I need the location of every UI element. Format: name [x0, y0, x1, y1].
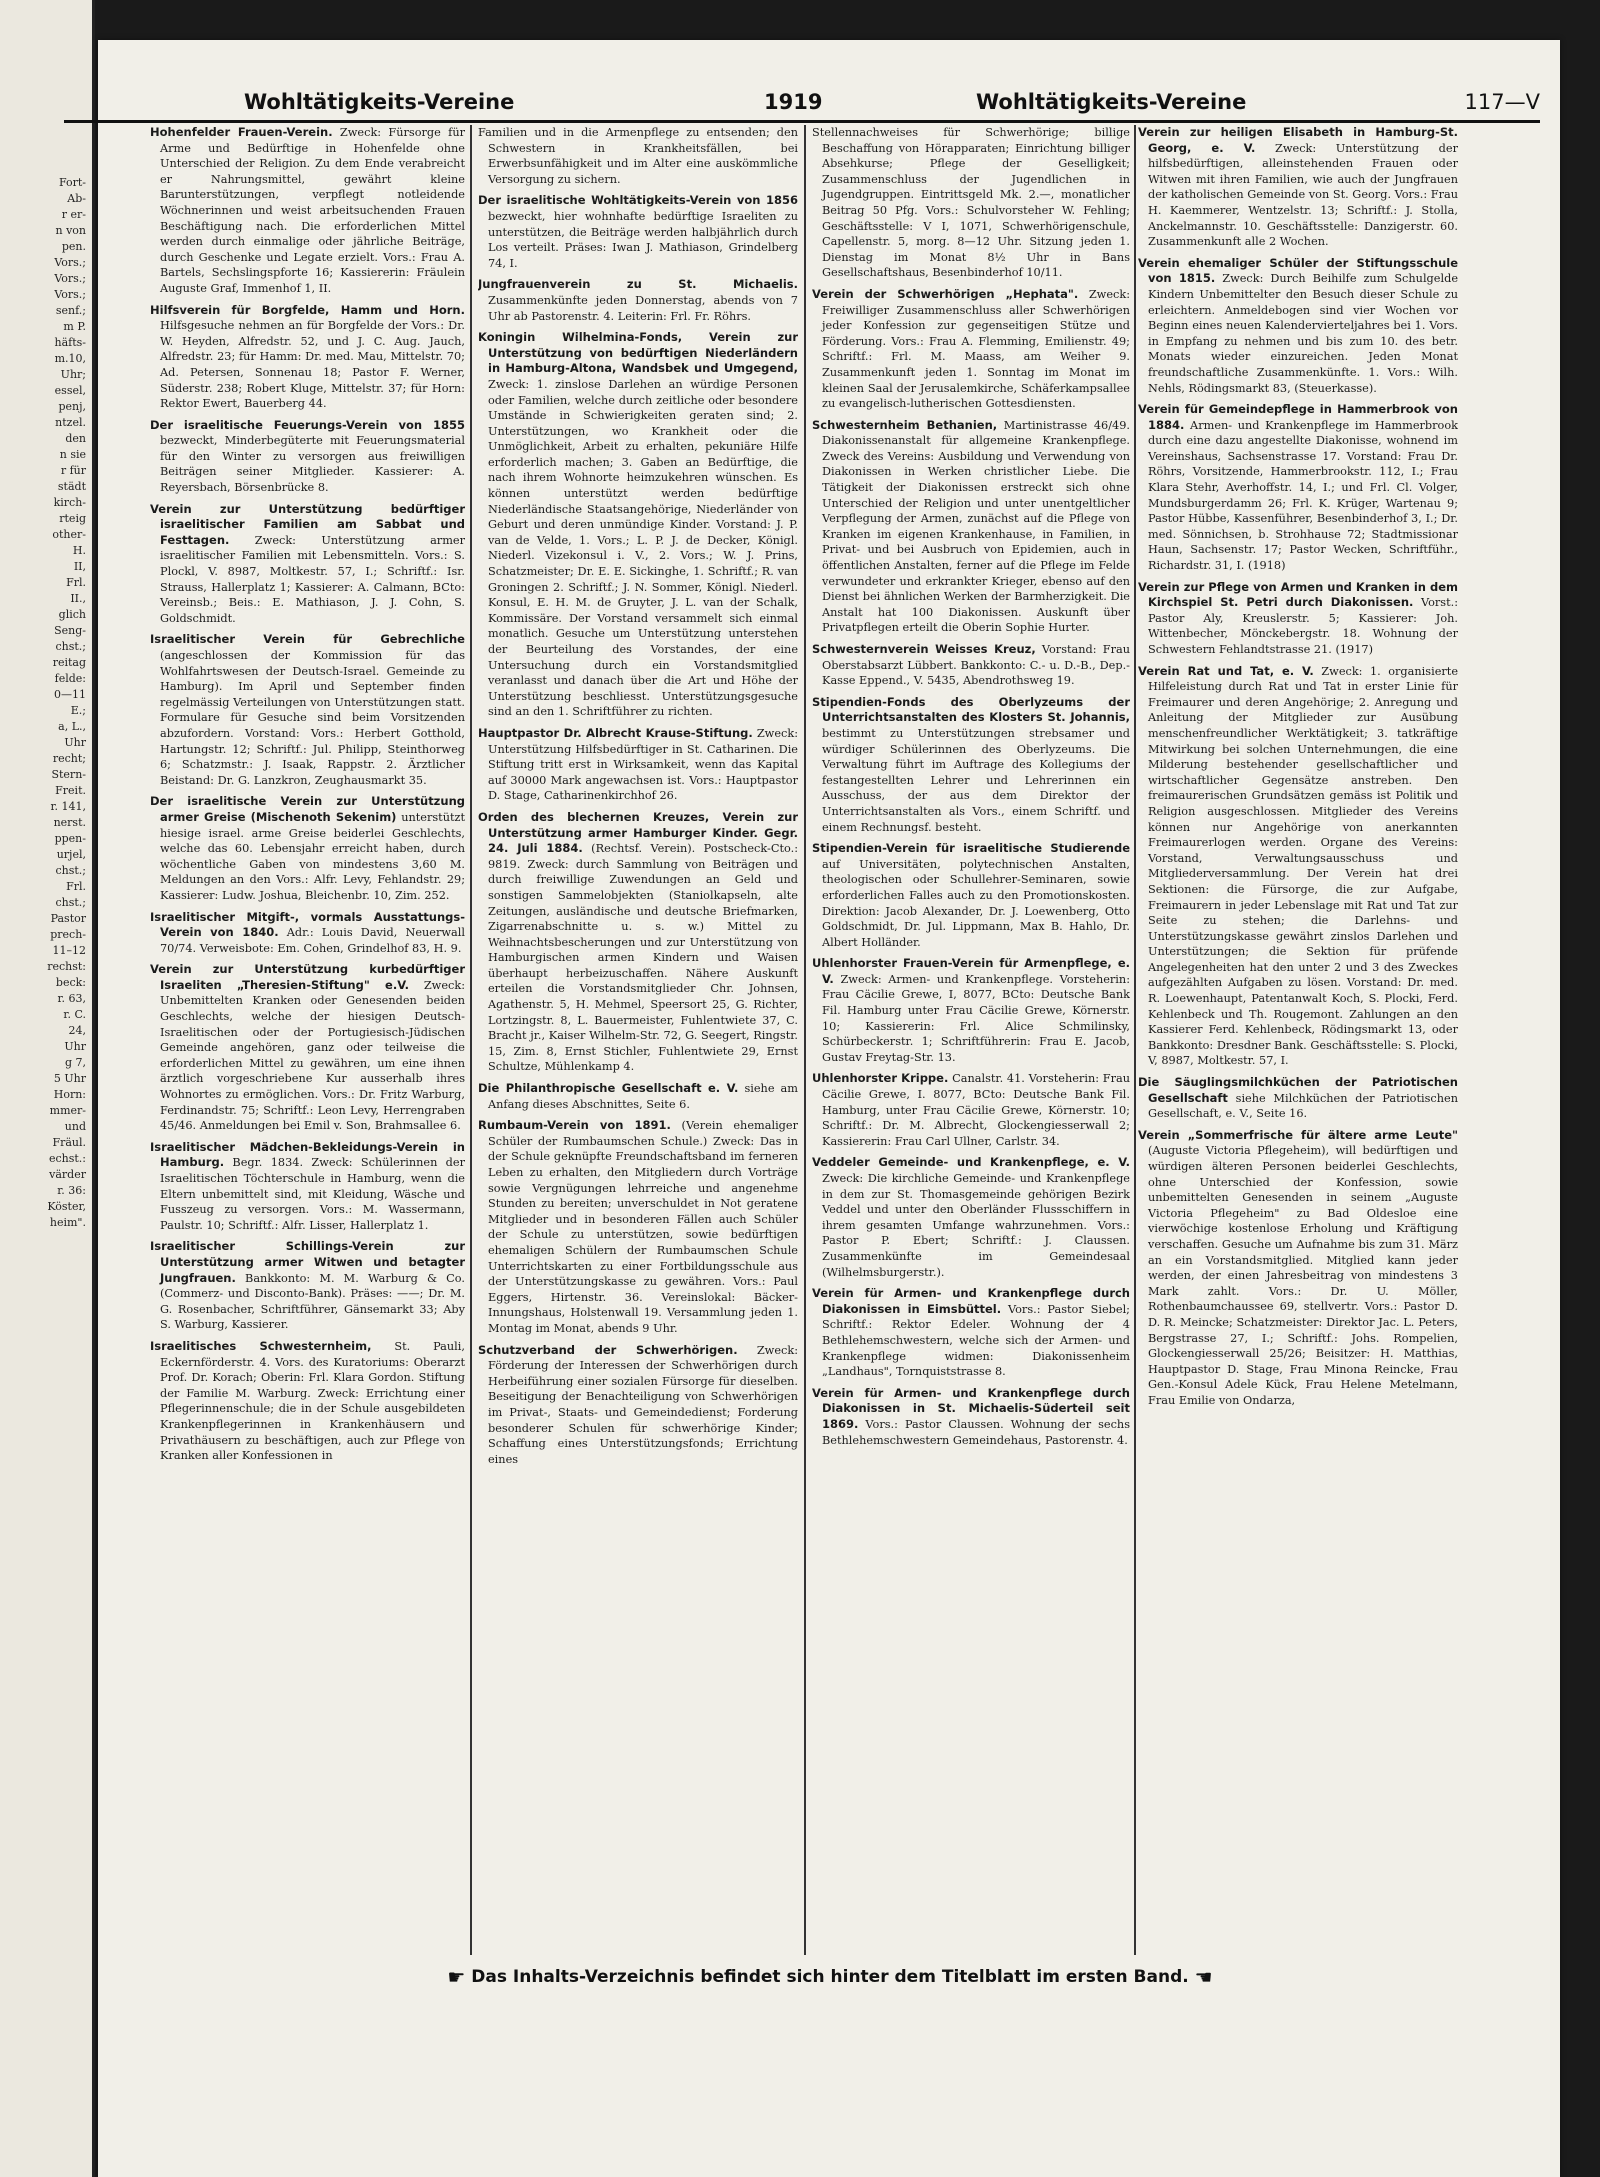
association-name: Rumbaum-Verein von 1891.	[478, 1118, 671, 1133]
association-description: Zweck: 1. zinslose Darlehen an würdige Personen oder Familien, welche durch zeitliche oder besondere Umstände in Schwierigkeiten geraten sind; 2. Unterstützungen, wo Krankheit oder die Unmöglichkeit, Arbeit zu erhalten, pekuniäre Hilfe erforderlich machen; 3. Gaben an Bedürftige, die nach ihrem Wohnorte heimzukehren wünschen. Es können unterstützt werden bedürftige Niederländische Staatsangehörige, Niederländer von Geburt und deren unmündige Kinder. Vorstand: J. P. van de Velde, 1. Vors.; L. P. J. de Decker, Königl. Niederl. Vizekonsul i. V., 2. Vors.; W. J. Prins, Schatzmeister; Dr. E. E. Sickinghe, 1. Schriftf.; R. van Groningen 2. Schriftf.; J. N. Sommer, Königl. Niederl. Konsul, E. H. M. de Gruyter, J. L. van der Schalk, Kommissäre. Der Vorstand versammelt sich einmal monatlich. Gesuche um Unterstützung unterstehen der Beurteilung des Vorstandes, der eine Untersuchung durch ein Vorstandsmitglied veranlasst und danach über die Art und Höhe der Unterstützung beschliesst. Unterstützungsgesuche sind an den 1. Schriftführer zu richten.	[488, 377, 798, 719]
association-entry	[1138, 664, 1458, 1069]
association-description: Vorst.: Pastor Aly, Kreuslerstr. 5; Kassierer: Joh. Wittenbecher, Mönckebergstr. 18. Wohnung der Schwestern Fehlandtstrasse 21. (1917)	[1148, 596, 1458, 656]
association-name: Der israelitische Feuerungs-Verein von 1855	[150, 417, 465, 432]
association-name: Verein für Gemeindepflege in Hammerbrook von 1884.	[1138, 402, 1458, 432]
association-entry	[1138, 256, 1458, 396]
association-entry	[478, 330, 798, 720]
association-entry	[812, 287, 1130, 412]
association-name: Verein für Armen- und Krankenpflege durch Diakonissen in St. Michaelis-Süderteil seit 1869.	[812, 1385, 1130, 1431]
association-entry	[812, 1071, 1130, 1149]
column-rule	[804, 125, 806, 1955]
association-description: (Rechtsf. Verein). Postscheck-Cto.: 9819. Zweck: durch Sammlung von Beiträgen und durch freiwillige Zuwendungen an Geld und sonstigen Sammelobjekten (Staniolkapseln, alte Zeitungen, ausländische und deutsche Briefmarken, Zigarrenabschnitte u. s. w.) Mittel zu Weihnachtsbescherungen und zur Unterstützung von Hamburgischen armen Kindern und Waisen überhaupt herbeizuschaffen. Nähere Auskunft erteilen die Vorstandsmitglieder Chr. Johnsen, Agathenstr. 5, H. Mehmel, Speersort 25, G. Richter, Lortzingstr. 8, L. Bauermeister, Fuhlentwiete 37, C. Bracht jr., Kaiser Wilhelm-Str. 72, G. Seegert, Ringstr. 15, Zim. 8, Ernst Stichler, Fuhlentwiete 29, Ernst Schultze, Mühlenkamp 4.	[488, 842, 798, 1074]
association-name: Hilfsverein für Borgfelde, Hamm und Horn.	[150, 302, 465, 317]
association-name: Verein für Armen- und Krankenpflege durch Diakonissen in Eimsbüttel.	[812, 1286, 1130, 1316]
association-entry	[812, 1386, 1130, 1448]
association-description: siehe Milchküchen der Patriotischen Gesellschaft, e. V., Seite 16.	[1148, 1091, 1458, 1121]
association-name: Verein zur Pflege von Armen und Kranken in dem Kirchspiel St. Petri durch Diakonissen.	[1138, 579, 1458, 610]
association-description: Zweck: 1. organisierte Hilfeleistung durch Rat und Tat in erster Linie für Freimaurer und deren Angehörige; 2. Anregung und Anleitung der Mitglieder zur Ausübung menschenfreundlicher Werktätigkeit; 3. tatkräftige Mitwirkung bei solchen Unternehmungen, die eine Milderung bestehender gesellschaftlicher und wirtschaftlicher Gegensätze anstreben. Den freimaurerischen Grundsätzen gemäss ist Politik und Religion ausgeschlossen. Mitglieder des Vereins können nur Angehörige von anerkannten Freimaurerlogen werden. Organe des Vereins: Vorstand, Verwaltungsausschuss und Mitgliederversammlung. Der Verein hat drei Sektionen: die Fürsorge, die zur Aufgabe, Freimaurern in jeder Lebenslage mit Rat und Tat zur Seite zu stehen; die Darlehns- und Unterstützungskasse gewährt zinslos Darlehen und Unterstützungen; die Sektion für prüfende Angelegenheiten hat den unter 2 und 3 des Zweckes aufgezählten Aufgaben zu lösen. Vorstand: Dr. med. R. Loewenhaupt, Patentanwalt Koch, S. Plocki, Ferd. Kehlenbeck und Th. Rougemont. Zahlungen an den Kassierer Ferd. Kehlenbeck, Rödingsmarkt 13, oder Bankkonto: Dresdner Bank. Geschäftsstelle: S. Plocki, V, 8987, Moltkestr. 57, I.	[1148, 664, 1458, 1068]
association-entry	[150, 303, 465, 412]
association-name: Israelitischer Verein für Gebrechliche	[150, 632, 465, 647]
header-right-title: Wohltätigkeits-Vereine	[976, 90, 1247, 114]
association-description: Stellennachweises für Schwerhörige; billige Beschaffung von Hörapparaten; Einrichtung billiger Absehkurse; Pflege der Geselligkeit; Zusammenschluss der Jugendlichen in Jugendgruppen. Eintrittsgeld Mk. 2.—, monatlicher Beitrag 50 Pfg. Vors.: Schulvorsteher W. Fehling; Geschäftsstelle: V I, 1071, Schwerhörigenschule, Capellenstr. 5, morg. 8—12 Uhr. Sitzung jeden 1. Dienstag im Monat 8½ Uhr in Bans Gesellschaftshaus, Besenbinderhof 10/11.	[812, 126, 1130, 280]
page-number: 117—V	[1464, 90, 1540, 114]
header-year: 1919	[764, 90, 823, 114]
adjacent-page-strip	[0, 0, 95, 2177]
column-2	[478, 125, 798, 1955]
association-entry	[478, 1343, 798, 1468]
association-entry	[478, 193, 798, 271]
association-entry	[812, 418, 1130, 636]
association-description: Vors.: Pastor Siebel; Schriftf.: Rektor Edeler. Wohnung der 4 Bethlehemschwestern, welche sich der Armen- und Krankenpflege widmen: Diakonissenheim „Landhaus", Tornquiststrasse 8.	[822, 1302, 1130, 1379]
association-entry	[478, 1118, 798, 1336]
association-name: Schutzverband der Schwerhörigen.	[478, 1342, 738, 1357]
association-name: Stipendien-Verein für israelitische Studierende	[812, 841, 1130, 856]
association-entry	[1138, 402, 1458, 574]
association-entry	[150, 125, 465, 297]
association-entry	[812, 841, 1130, 950]
column-1	[150, 125, 465, 1955]
association-name: Hauptpastor Dr. Albrecht Krause-Stiftung.	[478, 725, 753, 740]
association-name: Uhlenhorster Frauen-Verein für Armenpflege, e. V.	[812, 956, 1130, 986]
association-description: Zweck: Die kirchliche Gemeinde- und Krankenpflege in dem zur St. Thomasgemeinde gehörigen Bezirk Veddel und unter den Oberländer Flussschiffern in ihrem gesamten Umfange wahrzunehmen. Vors.: Pastor P. Ebert; Schriftf.: J. Claussen. Zusammenkünfte im Gemeindesaal (Wilhelmsburgerstr.).	[822, 1172, 1130, 1279]
association-description: Adr.: Louis David, Neuerwall 70/74. Verweisbote: Em. Cohen, Grindelhof 83, H. 9.	[160, 926, 465, 955]
running-header	[64, 84, 1540, 123]
association-name: Der israelitische Wohltätigkeits-Verein von 1856	[478, 193, 798, 208]
association-name: Uhlenhorster Krippe.	[812, 1071, 949, 1086]
pointing-hand-right-icon: ☛	[447, 1965, 466, 1989]
association-name: Verein Rat und Tat, e. V.	[1138, 663, 1314, 678]
association-description: Vors.: Pastor Claussen. Wohnung der sechs Bethlehemschwestern Gemeindehaus, Pastorenstr. 4.	[822, 1417, 1130, 1447]
header-left-title: Wohltätigkeits-Vereine	[244, 90, 515, 114]
association-entry	[812, 1286, 1130, 1380]
association-description: unterstützt hiesige israel. arme Greise beiderlei Geschlechts, welche das 60. Lebensjahr erreicht haben, durch wöchentliche Gaben von mindestens 3,60 M. Meldungen an den Vors.: Alfr. Levy, Fehlandstr. 29; Kassierer: Ludw. Joshua, Bleichenbr. 10, Zim. 252.	[160, 810, 465, 902]
association-entry	[150, 502, 465, 627]
association-entry	[812, 125, 1130, 281]
association-description: Zweck: Durch Beihilfe zum Schulgelde Kindern Unbemittelter den Besuch dieser Schule zu erleichtern. Anmeldebogen sind vier Wochen vor Beginn eines neuen Kalendervierteljahres bei 1. Vors. in Empfang zu nehmen und bis zum 10. des betr. Monats wieder einzureichen. Jeden Monat freundschaftliche Zusammenkünfte. 1. Vors.: Wilh. Nehls, Rödingsmarkt 83, (Steuerkasse).	[1148, 272, 1458, 395]
association-description: (angeschlossen der Kommission für das Wohlfahrtswesen der Deutsch-Israel. Gemeinde zu Hamburg). Im April und September finden regelmässig Verteilungen von Unterstützungen statt. Formulare für Gesuche sind beim Vorsitzenden abzufordern. Vorstand: Vors.: Herbert Gotthold, Hartungstr. 12; Schriftf.: Jul. Philipp, Steinthorweg 6; Schatzmstr.: J. Isaak, Rappstr. 2. Ärztlicher Beistand: Dr. G. Lanzkron, Zeughausmarkt 35.	[160, 649, 465, 787]
association-entry	[150, 962, 465, 1134]
association-entry	[150, 1239, 465, 1333]
association-name: Verein „Sommerfrische für ältere arme Leute"	[1138, 1127, 1458, 1142]
association-entry	[478, 726, 798, 804]
association-name: Der israelitische Verein zur Unterstützung armer Greise (Mischenoth Sekenim)	[150, 794, 465, 824]
association-description: bezweckt, Minderbegüterte mit Feuerungsmaterial für den Winter zu versorgen aus freiwilligen Beiträgen seiner Mitglieder. Kassierer: A. Reyersbach, Börsenbrücke 8.	[160, 434, 465, 495]
footer-notice	[320, 1965, 1340, 1989]
association-description: Familien und in die Armenpflege zu entsenden; den Schwestern in Krankheitsfällen, bei Erwerbsunfähigkeit und im Alter eine auskömmliche Versorgung zu sichern.	[478, 126, 798, 186]
pointing-hand-left-icon: ☚	[1194, 1965, 1213, 1989]
association-description: Zweck: Unbemittelten Kranken oder Genesenden beiden Geschlechts, welche der hiesigen Deutsch-Israelitischen oder der Portugiesisch-Jüdischen Gemeinde angehören, ganz oder teilweise die erforderlichen Mittel zu gewähren, um eine ihnen ärztlich vorgeschriebene Kur ausserhalb ihres Wohnortes zu ermöglichen. Vors.: Dr. Fritz Warburg, Ferdinandstr. 75; Schriftf.: Leon Levy, Herrengraben 45/46. Anmeldungen bei Emil v. Son, Brahmsallee 6.	[160, 978, 465, 1133]
adjacent-page-fragments: Fort- Ab- r er- n von pen. Vors.; Vors.; Vors.; senf.; m P. häfts- m.10, Uhr; essel, penj, ntzel. den n sie r für städt kirch- rteig other- H. II, Frl. II., glich Seng- chst.; reitag felde: 0—11 E.; a, L., Uhr recht; Stern- Freit. r. 141, nerst. ppen- urjel, chst.; Frl. chst.; Pastor prech- 11–12 rechst: beck: r. 63, r. C. 24, Uhr g 7, 5 Uhr Horn: mmer- und Fräul. echst.: värder r. 36: Köster, heim".	[47, 176, 86, 1229]
association-name: Verein der Schwerhörigen „Hephata".	[812, 286, 1079, 301]
association-description: Hilfsgesuche nehmen an für Borgfelde der Vors.: Dr. W. Heyden, Alfredstr. 52, und J. C. Aug. Jauch, Alfredstr. 23; für Hamm: Dr. med. Mau, Mittelstr. 70; Ad. Petersen, Sonnenau 18; Pastor F. Werner, Süderstr. 238; Robert Kluge, Mittelstr. 37; für Horn: Rektor Ewert, Bauerberg 44.	[160, 319, 465, 411]
association-entry	[150, 910, 465, 957]
association-name: Israelitisches Schwesternheim,	[150, 1338, 372, 1353]
association-description: Zweck: Unterstützung der hilfsbedürftigen, alleinstehenden Frauen oder Witwen mit ihren Familien, wie auch der Jungfrauen der katholischen Gemeinde von St. Georg. Vors.: Frau H. Kaemmerer, Wentzelstr. 13; Schriftf.: J. Stolla, Anckelmannstr. 10. Geschäftsstelle: Danzigerstr. 60. Zusammenkunft alle 2 Wochen.	[1148, 141, 1458, 249]
association-description: Zweck: Unterstützung Hilfsbedürftiger in St. Catharinen. Die Stiftung tritt erst in Wirksamkeit, wenn das Kapital auf 30000 Mark angewachsen ist. Vors.: Hauptpastor D. Stage, Catharinenkirchhof 26.	[488, 726, 798, 803]
footer-text: Das Inhalts-Verzeichnis befindet sich hinter dem Titelblatt im ersten Band.	[471, 1967, 1189, 1987]
association-name: Veddeler Gemeinde- und Krankenpflege, e. V.	[812, 1155, 1130, 1170]
association-description: Zusammenkünfte jeden Donnerstag, abends von 7 Uhr ab Pastorenstr. 4. Leiterin: Frl. Fr. Röhrs.	[488, 293, 798, 323]
association-description: Zweck: Freiwilliger Zusammenschluss aller Schwerhörigen jeder Konfession zur gegenseitigen Stütze und Förderung. Vors.: Frau A. Flemming, Emilienstr. 49; Schriftf.: Frl. M. Maass, am Weiher 9. Zusammenkunft jeden 1. Sonntag im Monat im kleinen Saal der Jerusalemkirche, Schäferkampsallee zu evangelisch-lutherischen Gottesdiensten.	[822, 287, 1130, 411]
association-entry	[812, 1155, 1130, 1280]
association-description: Armen- und Krankenpflege im Hammerbrook durch eine dazu angestellte Diakonisse, wohnend im Vereinshaus, Sachsenstrasse 17. Vorstand: Frau Dr. Röhrs, Vorsitzende, Hammerbrookstr. 112, I.; Frau Klara Stehr, Averhoffstr. 14, I.; und Frl. Cl. Volger, Mundsburgerdamm 26; Frl. K. Krüger, Wartenau 9; Pastor Hübbe, Kassenführer, Besenbinderhof 3, I.; Dr. med. Sönnichsen, b. Strohhause 72; Stadtmissionar Haun, Sachsenstr. 17; Pastor Wecken, Schriftführ., Richardstr. 31, I. (1918)	[1148, 418, 1458, 573]
association-entry	[478, 1081, 798, 1112]
column-3	[812, 125, 1130, 1955]
association-description: Martinistrasse 46/49. Diakonissenanstalt für allgemeine Krankenpflege. Zweck des Vereins: Ausbildung und Verwendung von Diakonissen in Werken christlicher Liebe. Die Tätigkeit der Diakonissen erstreckt sich ohne Unterschied der Religion und unter unentgeltlicher Verpflegung der Armen, zunächst auf die Pflege von Kranken im eigenen Krankenhause, in Familien, in Privat- und bei Ausbruch von Epidemien, auch in öffentlichen Anstalten, ferner auf die Pflege im Felde verwundeter und erkrankter Krieger, ebenso auf den Dienst bei ähnlichen Werken der Barmherzigkeit. Die Anstalt hat 100 Diakonissen. Auskunft über Privatpflegen erteilt die Oberin Sophie Hurter.	[822, 418, 1130, 635]
association-entry	[150, 1140, 465, 1234]
association-description: Zweck: Förderung der Interessen der Schwerhörigen durch Herbeiführung einer sozialen Fürsorge für dieselben. Beseitigung der Benachteiligung von Schwerhörigen im Privat-, Staats- und Gemeindedienst; Forderung besonderer Schulen für schwerhörige Kinder; Schaffung eines Unterstützungsfonds; Errichtung eines	[488, 1343, 798, 1466]
association-name: Schwesternheim Bethanien,	[812, 417, 998, 432]
association-description: bestimmt zu Unterstützungen strebsamer und würdiger Schülerinnen des Oberlyzeums. Die Verwaltung führt im Auftrage des Kollegiums der festangestellten Lehrer und Lehrerinnen ein Ausschuss, der aus dem Direktor der Unterrichtsanstalten als Vors., einem Schriftf. und einem Rechnungsf. besteht.	[822, 726, 1130, 834]
association-name: Verein zur Unterstützung kurbedürftiger Israeliten „Theresien-Stiftung" e.V.	[150, 962, 465, 992]
association-name: Verein ehemaliger Schüler der Stiftungsschule von 1815.	[1138, 255, 1458, 286]
association-name: Koningin Wilhelmina-Fonds, Verein zur Unterstützung von bedürftigen Niederländern in Hamburg-Altona, Wandsbek und Umgegend,	[478, 330, 798, 376]
association-entry	[812, 956, 1130, 1065]
association-entry	[1138, 580, 1458, 658]
association-description: Zweck: Fürsorge für Arme und Bedürftige in Hohenfelde ohne Unterschied der Religion. Zu dem Ende verabreicht er Nahrungsmittel, gewährt kleine Barunterstützungen, verpflegt notleidende Wöchnerinnen und weist arbeitsuchenden Frauen Beschäftigung nach. Die erforderlichen Mittel werden durch einmalige oder jährliche Beiträge, durch Geschenke und Legate erzielt. Vors.: Frau A. Bartels, Sechslingspforte 16; Kassiererin: Fräulein Auguste Graf, Immenhof 1, II.	[160, 126, 465, 295]
association-description: (Verein ehemaliger Schüler der Rumbaumschen Schule.) Zweck: Das in der Schule geknüpfte Freundschaftsband im ferneren Leben zu erhalten, den Mitgliedern durch Vorträge sowie Vergnügungen lehrreiche und angenehme Stunden zu bereiten; unverschuldet in Not geratene Mitglieder und in besonderen Fällen auch Schüler der Schule zu unterstützen, sowie bedürftigen ehemaligen Schülern der Rumbaumschen Schule Unterrichtskarten zu einer Fortbildungsschule aus der Unterstützungskasse zu gewähren. Vors.: Paul Eggers, Hirtenstr. 36. Vereinslokal: Bäcker-Innungshaus, Holstenwall 19. Versammlung jeden 1. Montag im Monat, abends 9 Uhr.	[488, 1119, 798, 1335]
association-description: Vorstand: Frau Oberstabsarzt Lübbert. Bankkonto: C.- u. D.-B., Dep.-Kasse Eppend., V. 5435, Abendrothsweg 19.	[822, 643, 1130, 688]
association-description: Bankkonto: M. M. Warburg & Co. (Commerz- und Disconto-Bank). Präses: ——; Dr. M. G. Rosenbacher, Schriftführer, Gänsemarkt 33; Aby S. Warburg, Kassierer.	[160, 1271, 465, 1332]
association-entry	[150, 1339, 465, 1464]
association-entry	[1138, 1128, 1458, 1409]
association-entry	[478, 810, 798, 1075]
association-name: Die Säuglingsmilchküchen der Patriotischen Gesellschaft	[1138, 1075, 1458, 1105]
association-description: auf Universitäten, polytechnischen Anstalten, theologischen oder Schullehrer-Seminaren, sowie erforderlichen Falles auch zu den Promotionskosten. Direktion: Jacob Alexander, Dr. J. Loewenberg, Otto Goldschmidt, Dr. Jul. Lippmann, Max B. Hahlo, Dr. Albert Holländer.	[822, 857, 1130, 949]
association-entry	[478, 125, 798, 187]
association-entry	[812, 642, 1130, 689]
association-description: (Auguste Victoria Pflegeheim), will bedürftigen und würdigen älteren Personen beiderlei Geschlechts, ohne Unterschied der Konfession, sowie unbemittelten Genesenden in seinem „Auguste Victoria Pflegeheim" zu Bad Oldesloe eine vierwöchige kostenlose Erholung und Kräftigung verschaffen. Gesuche um Aufnahme bis zum 31. März an ein Vorstandsmitglied. Mitglied kann jeder werden, der einen Jahresbeitrag von mindestens 3 Mark zahlt. Vors.: Dr. U. Möller, Rothenbaumchaussee 69, stellvertr. Vors.: Pastor D. D. R. Meincke; Schatzmeister: Direktor Jac. L. Peters, Bergstrasse 27, I.; Schriftf.: Johs. Rompelien, Glockengiesserwall 25/26; Beisitzer: H. Matthias, Hauptpastor D. Stage, Frau Minona Reincke, Frau Gen.-Konsul Adele Kück, Frau Helene Metelmann, Frau Emilie von Ondarza,	[1148, 1144, 1458, 1407]
association-name: Schwesternverein Weisses Kreuz,	[812, 642, 1036, 656]
association-name: Orden des blechernen Kreuzes, Verein zur Unterstützung armer Hamburger Kinder. Gegr. 24. Juli 1884.	[478, 809, 798, 856]
association-entry	[150, 794, 465, 903]
association-description: Begr. 1834. Zweck: Schülerinnen der Israelitischen Töchterschule in Hamburg, wenn die Eltern unbemittelt sind, mit Kleidung, Wäsche und Fusszeug zu versorgen. Vors.: M. Wassermann, Paulstr. 10; Schriftf.: Alfr. Lisser, Hallerplatz 1.	[160, 1156, 465, 1232]
column-4	[1138, 125, 1458, 1955]
association-description: Canalstr. 41. Vorsteherin: Frau Cäcilie Grewe, I. 8077, BCto: Deutsche Bank Fil. Hamburg, unter Frau Cäcilie Grewe, Körnerstr. 10; Schriftf.: Dr. M. Albrecht, Glockengiesserwall 2; Kassiererin: Frau Carl Ullner, Carlstr. 34.	[822, 1072, 1130, 1148]
association-description: Zweck: Armen- und Krankenpflege. Vorsteherin: Frau Cäcilie Grewe, I, 8077, BCto: Deutsche Bank Fil. Hamburg unter Frau Cäcilie Grewe, Körnerstr. 10; Kassiererin: Frl. Alice Schmilinsky, Schürbeckerstr. 1; Schriftführerin: Frau E. Jacob, Gustav Freytag-Str. 13.	[822, 972, 1130, 1064]
association-name: Israelitischer Schillings-Verein zur Unterstützung armer Witwen und betagter Jungfrauen.	[150, 1239, 465, 1285]
association-description: siehe am Anfang dieses Abschnittes, Seite 6.	[488, 1082, 798, 1111]
association-entry	[150, 418, 465, 496]
association-name: Verein zur Unterstützung bedürftiger israelitischer Familien am Sabbat und Festtagen.	[150, 501, 465, 547]
association-entry	[812, 695, 1130, 835]
association-name: Die Philanthropische Gesellschaft e. V.	[478, 1081, 739, 1096]
association-name: Stipendien-Fonds des Oberlyzeums der Unterrichtsanstalten des Klosters St. Johannis,	[812, 694, 1130, 725]
association-description: Zweck: Unterstützung armer israelitischer Familien mit Lebensmitteln. Vors.: S. Plockl, V. 8987, Moltkestr. 57, I.; Schriftf.: Isr. Strauss, Hallerplatz 1; Kassierer: A. Calmann, BCto: Vereinsb.; Beis.: E. Mathiason, J. J. Cohn, S. Goldschmidt.	[160, 533, 465, 625]
association-name: Israelitischer Mitgift-, vormals Ausstattungs-Verein von 1840.	[150, 909, 465, 940]
association-entry	[1138, 125, 1458, 250]
association-description: bezweckt, hier wohnhafte bedürftige Israeliten zu unterstützen, die Beiträge werden halbjährlich durch Los verteilt. Präses: Iwan J. Mathiason, Grindelberg 74, I.	[488, 209, 798, 270]
association-entry	[1138, 1075, 1458, 1122]
column-rule	[1134, 125, 1136, 1955]
association-name: Israelitischer Mädchen-Bekleidungs-Verein in Hamburg.	[150, 1139, 465, 1170]
column-rule	[470, 125, 472, 1955]
association-entry	[478, 277, 798, 324]
association-name: Verein zur heiligen Elisabeth in Hamburg-St. Georg, e. V.	[1138, 125, 1458, 155]
association-name: Jungfrauenverein zu St. Michaelis.	[478, 277, 798, 292]
association-description: St. Pauli, Eckernförderstr. 4. Vors. des Kuratoriums: Oberarzt Prof. Dr. Korach; Oberin: Frl. Klara Gordon. Stiftung der Familie M. Warburg. Zweck: Errichtung einer Pflegerinnenschule; die in der Schule ausgebildeten Krankenpflegerinnen in Krankenhäusern und Privathäusern zu beschäftigen, auch zur Pflege von Kranken aller Konfessionen in	[160, 1339, 465, 1463]
association-name: Hohenfelder Frauen-Verein.	[150, 125, 333, 139]
association-entry	[150, 632, 465, 788]
